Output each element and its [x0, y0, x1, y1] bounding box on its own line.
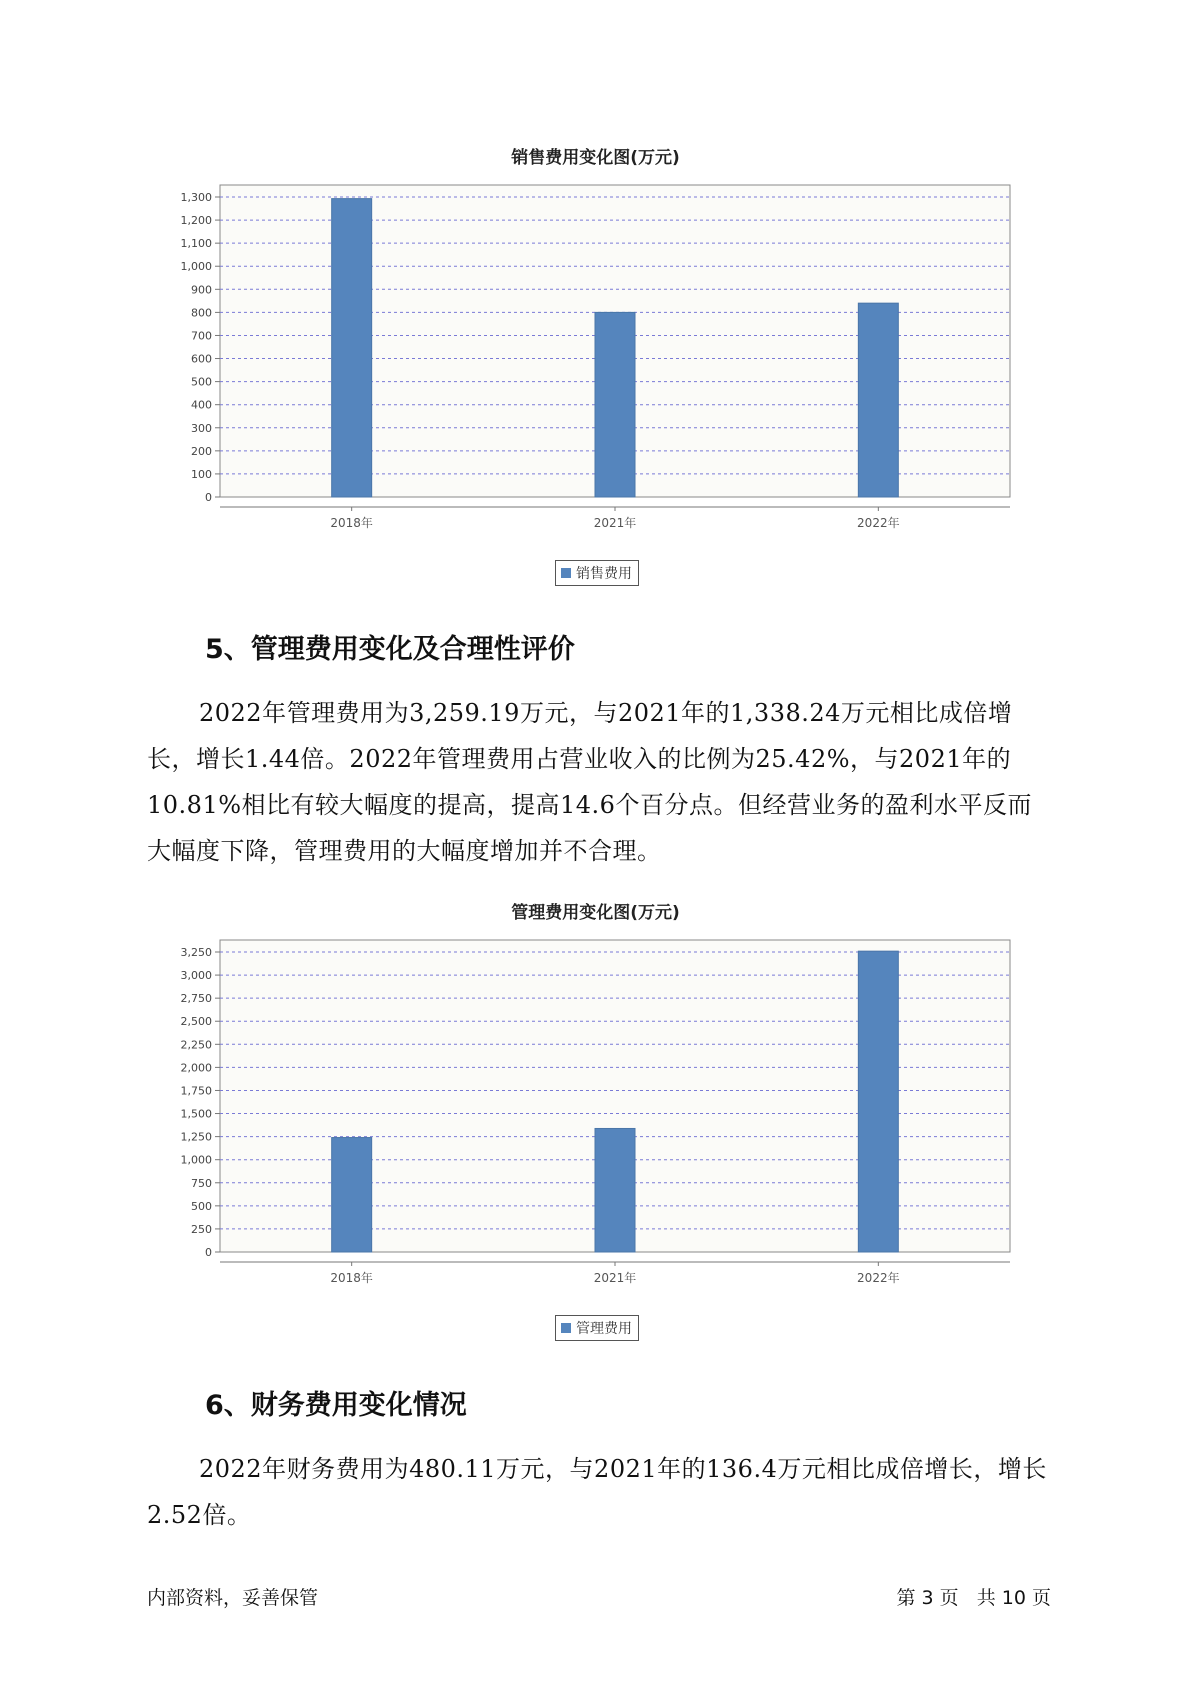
y-tick-label: 750: [191, 1176, 212, 1190]
y-tick-label: 800: [191, 306, 212, 320]
bar: [332, 1138, 372, 1252]
section-6-paragraph: 2022年财务费用为480.11万元，与2021年的136.4万元相比成倍增长，增长2.52倍。: [147, 1455, 1047, 1529]
sales-expense-chart: [150, 170, 1020, 530]
y-tick-label: 3,250: [180, 946, 212, 959]
sales-expense-chart-svg: [150, 170, 1020, 530]
legend-label: 销售费用: [576, 566, 632, 582]
y-tick-label: 1,300: [180, 191, 212, 204]
y-tick-label: 500: [191, 375, 212, 389]
y-tick-label: 200: [191, 444, 212, 458]
x-tick-label: 2021年: [593, 516, 637, 530]
y-tick-label: 1,500: [180, 1107, 212, 1121]
section-5-paragraph: 2022年管理费用为3,259.19万元，与2021年的1,338.24万元相比成倍增长，增长1.44倍。2022年管理费用占营业收入的比例为25.42%，与2021年的10.81%相比有较大幅度的提高，提高14.6个百分点。但经营业务的盈利水平反而大幅度下降，管理费用的大幅度增加并不合理。: [147, 699, 1032, 865]
y-tick-label: 700: [191, 329, 212, 343]
y-tick-label: 2,750: [180, 992, 212, 1006]
x-tick-label: 2018年: [330, 1271, 373, 1285]
admin-expense-chart-svg: [150, 925, 1020, 1285]
section-5-heading: 5、管理费用变化及合理性评价: [205, 634, 575, 665]
y-tick-label: 2,000: [180, 1061, 212, 1075]
y-tick-label: 600: [191, 352, 212, 366]
y-tick-label: 250: [191, 1222, 212, 1236]
y-tick-label: 2,250: [180, 1038, 212, 1052]
y-tick-label: 0: [205, 1246, 212, 1259]
x-tick-label: 2022年: [857, 1271, 900, 1285]
bar: [858, 303, 898, 497]
bar: [595, 1128, 635, 1252]
admin-expense-chart: [150, 925, 1020, 1285]
bar: [858, 951, 898, 1252]
bar: [595, 312, 635, 497]
bar: [332, 199, 372, 497]
y-tick-label: 500: [191, 1199, 212, 1213]
y-tick-label: 1,000: [180, 1153, 212, 1167]
chart-legend-sales: [555, 560, 639, 586]
y-tick-label: 100: [191, 467, 212, 481]
chart-title-sales: 销售费用变化图(万元): [511, 148, 680, 168]
x-tick-label: 2022年: [857, 516, 900, 530]
y-tick-label: 1,200: [180, 214, 212, 228]
y-tick-label: 300: [191, 421, 212, 435]
legend-swatch: [561, 1323, 571, 1333]
y-tick-label: 900: [191, 283, 212, 297]
chart-title-admin: 管理费用变化图(万元): [511, 903, 680, 923]
y-tick-label: 1,750: [180, 1084, 212, 1098]
y-tick-label: 1,000: [180, 260, 212, 274]
x-tick-label: 2018年: [330, 516, 373, 530]
footer-confidential-note: 内部资料，妥善保管: [147, 1587, 319, 1609]
y-tick-label: 0: [205, 491, 212, 504]
y-tick-label: 1,100: [180, 237, 212, 251]
y-tick-label: 2,500: [180, 1015, 212, 1029]
y-tick-label: 1,250: [180, 1130, 212, 1144]
legend-swatch: [561, 568, 571, 578]
y-tick-label: 3,000: [180, 969, 212, 983]
x-tick-label: 2021年: [593, 1271, 637, 1285]
y-tick-label: 400: [191, 398, 212, 412]
footer-page-number: 第 3 页 共 10 页: [896, 1587, 1051, 1609]
section-6-heading: 6、财务费用变化情况: [205, 1390, 467, 1421]
legend-label: 管理费用: [576, 1321, 632, 1337]
chart-legend-admin: [555, 1315, 639, 1341]
